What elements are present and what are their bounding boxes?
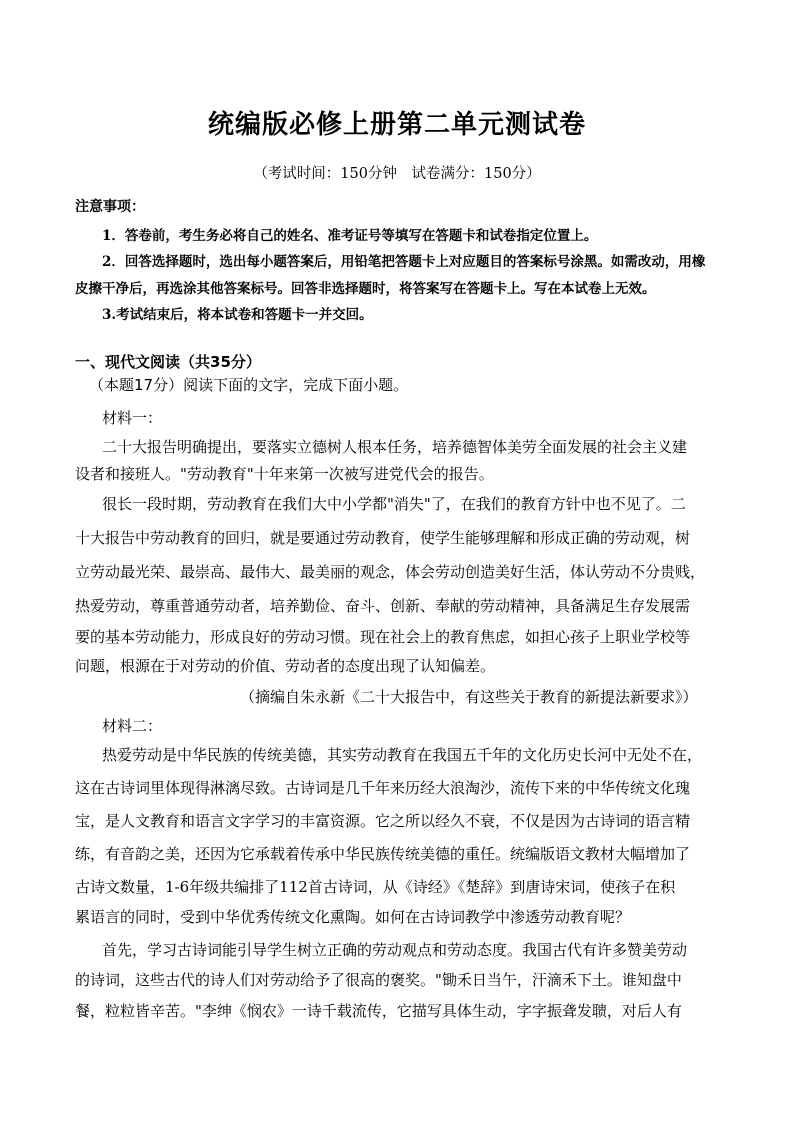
section-heading: 一、现代文阅读（共35分） [75, 353, 261, 371]
paragraph-line: 宝，是人文教育和语言文字学习的丰富资源。它之所以经久不衰，不仅是因为古诗词的语言精 [75, 812, 691, 830]
notice-item-2-cont: 皮擦干净后，再选涂其他答案标号。回答非选择题时，将答案写在答题卡上。写在本试卷上无效。 [75, 281, 656, 297]
notice-item-1: 1．答卷前，考生务必将自己的姓名、准考证号等填写在答题卡和试卷指定位置上。 [102, 228, 598, 244]
paragraph-line: 设者和接班人。"劳动教育"十年来第一次被写进党代会的报告。 [75, 465, 494, 483]
paragraph-line: 二十大报告明确提出，要落实立德树人根本任务，培养德智体美劳全面发展的社会主义建 [102, 438, 688, 456]
source-citation: （摘编自朱永新《二十大报告中，有这些关于教育的新提法新要求》） [240, 688, 698, 706]
paragraph-line: 这在古诗词里体现得淋漓尽致。古诗词是几千年来历经大浪淘沙，流传下来的中华传统文化瑰 [75, 779, 691, 797]
paragraph-line: 问题，根源在于对劳动的价值、劳动者的态度出现了认知偏差。 [75, 657, 496, 675]
material-label: 材料一： [102, 409, 163, 427]
paragraph-line: 餐，粒粒皆辛苦。"李绅《悯农》一诗千载流传，它描写具体生动，字字振聋发聩，对后人有 [75, 1002, 682, 1020]
section-intro: （本题17分）阅读下面的文字，完成下面小题。 [89, 376, 409, 394]
paragraph-line: 热爱劳动，尊重普通劳动者，培养勤俭、奋斗、创新、奉献的劳动精神，具备满足生存发展需 [75, 597, 691, 615]
paragraph-line: 古诗文数量，1-6年级共编排了112首古诗词，从《诗经》《楚辞》到唐诗宋词，使孩子在积 [75, 878, 676, 896]
paragraph-line: 很长一段时期，劳动教育在我们大中小学都"消失"了，在我们的教育方针中也不见了。二 [102, 495, 686, 513]
paragraph-line: 累语言的同时，受到中华优秀传统文化熏陶。如何在古诗词教学中渗透劳动教育呢？ [75, 908, 631, 926]
page-title: 统编版必修上册第二单元测试卷 [207, 110, 586, 140]
paragraph-line: 热爱劳动是中华民族的传统美德，其实劳动教育在我国五千年的文化历史长河中无处不在， [102, 746, 703, 764]
material-label: 材料二： [102, 717, 163, 735]
paragraph-line: 要的基本劳动能力，形成良好的劳动习惯。现在社会上的教育焦虑，如担心孩子上职业学校等 [75, 628, 691, 646]
paragraph-line: 立劳动最光荣、最崇高、最伟大、最美丽的观念，体会劳动创造美好生活，体认劳动不分贵贱， [75, 563, 706, 581]
paragraph-line: 的诗词，这些古代的诗人们对劳动给予了很高的褒奖。"锄禾日当午，汗滴禾下土。谁知盘中 [75, 971, 682, 989]
exam-info: （考试时间：150分钟 试卷满分：150分） [253, 166, 541, 182]
paragraph-line: 首先，学习古诗词能引导学生树立正确的劳动观点和劳动态度。我国古代有许多赞美劳动 [102, 941, 688, 959]
notice-heading: 注意事项： [75, 199, 145, 215]
notice-item-2: 2．回答选择题时，选出每小题答案后，用铅笔把答题卡上对应题目的答案标号涂黑。如需改动，用橡 [102, 254, 706, 270]
paragraph-line: 练，有音韵之美，还因为它承载着传承中华民族传统美德的重任。统编版语文教材大幅增加了 [75, 845, 691, 863]
notice-item-3: 3.考试结束后，将本试卷和答题卡一并交回。 [102, 307, 373, 323]
paragraph-line: 十大报告中劳动教育的回归，就是要通过劳动教育，使学生能够理解和形成正确的劳动观，树 [75, 529, 691, 547]
